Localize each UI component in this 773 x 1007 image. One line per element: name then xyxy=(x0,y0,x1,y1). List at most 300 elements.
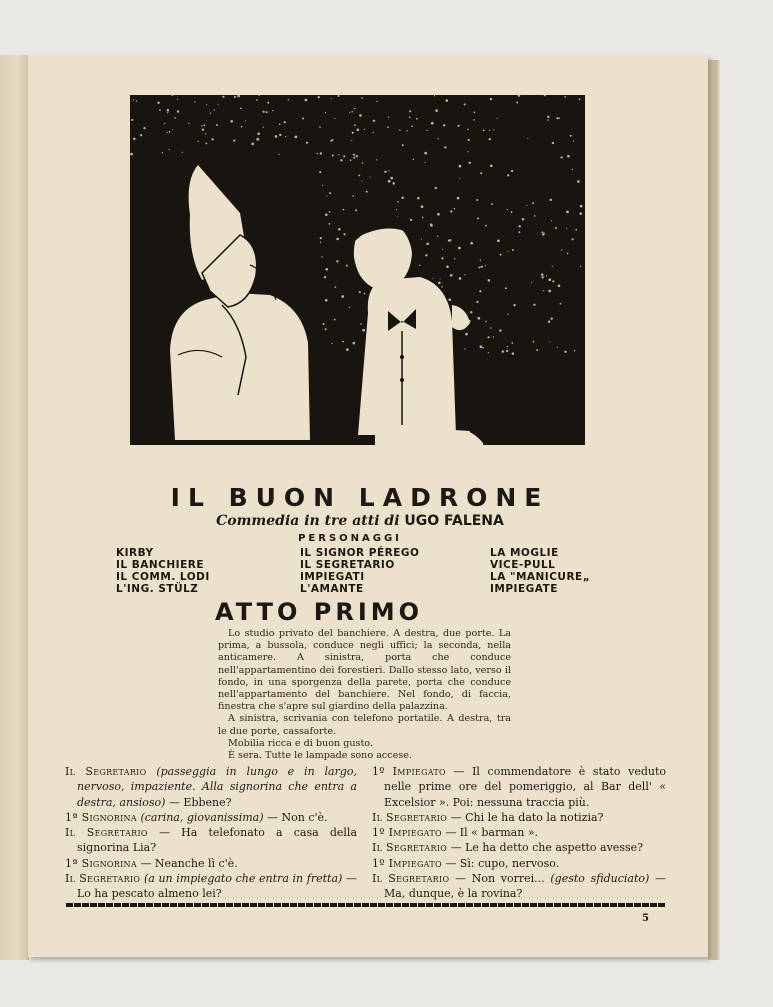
star xyxy=(416,118,418,120)
cast-member: L'AMANTE xyxy=(300,583,364,595)
line-text: — Il « barman ». xyxy=(445,826,539,840)
cast-heading: PERSONAGGI xyxy=(298,533,402,544)
star xyxy=(459,178,460,179)
line-text: — Lo ha pescato almeno lei? xyxy=(77,872,358,901)
author-name: UGO FALENA xyxy=(404,513,504,529)
star xyxy=(564,351,566,353)
stage-paragraph: Lo studio privato del banchiere. A destra, due porte. La prima, a bussola, conduce negli uffici; la seconda, nella anticamere. A sinistra, porta che conduce nell'appartamentino dei forestieri. Dallo stesso lato, verso il fondo, in una sporgenza della parete, porta che conduce nell'appartamento del banchiere. Nel fondo, di faccia, finestra che s'apre sul giardino della palazzina. xyxy=(218,628,511,713)
star xyxy=(421,239,422,240)
star xyxy=(237,95,240,97)
star xyxy=(356,155,358,157)
star xyxy=(326,195,327,196)
star xyxy=(341,295,344,298)
star xyxy=(133,99,134,100)
star xyxy=(384,171,386,173)
star xyxy=(502,350,504,352)
star xyxy=(358,174,360,176)
star xyxy=(454,208,455,209)
star xyxy=(390,177,393,180)
star xyxy=(388,116,389,117)
star xyxy=(338,95,340,97)
stage-direction: (carina, giovanissima) xyxy=(140,810,264,824)
star xyxy=(480,345,483,348)
star xyxy=(279,134,281,136)
star xyxy=(346,348,349,351)
star xyxy=(558,284,561,287)
stage-direction: (a un impiegato che entra in fretta) xyxy=(143,872,343,886)
star xyxy=(258,95,260,96)
star xyxy=(388,180,391,183)
star xyxy=(556,117,558,119)
star xyxy=(218,104,219,105)
cast-member: KIRBY xyxy=(116,547,154,559)
star xyxy=(256,138,259,141)
star xyxy=(544,95,546,96)
star xyxy=(202,128,204,130)
star xyxy=(468,162,470,164)
star xyxy=(505,287,507,289)
star xyxy=(413,159,414,160)
star xyxy=(323,323,325,325)
star xyxy=(169,149,170,150)
star xyxy=(464,103,466,105)
speaker: 1ª Signorina xyxy=(65,856,137,870)
star xyxy=(446,99,449,102)
star xyxy=(130,153,133,156)
star xyxy=(580,266,581,267)
star xyxy=(325,268,328,271)
star xyxy=(288,99,289,100)
star xyxy=(136,100,137,101)
star xyxy=(542,276,544,278)
star xyxy=(325,328,327,330)
act-title: ATTO PRIMO xyxy=(215,598,424,626)
star xyxy=(468,139,470,141)
star xyxy=(558,117,560,119)
star xyxy=(334,319,336,321)
star xyxy=(511,342,513,344)
star xyxy=(534,215,536,217)
star xyxy=(275,135,278,138)
woodcut-couple-illustration xyxy=(130,95,585,445)
star xyxy=(567,253,569,255)
star xyxy=(240,107,242,109)
star xyxy=(320,152,322,154)
star xyxy=(351,111,353,113)
star xyxy=(284,121,286,123)
speaker: 1ª Signorina xyxy=(65,810,137,824)
star xyxy=(450,274,453,277)
star xyxy=(177,110,179,112)
star xyxy=(480,172,482,174)
play-subtitle xyxy=(120,513,600,529)
star xyxy=(513,304,515,306)
star xyxy=(467,151,468,152)
star xyxy=(480,260,481,261)
star xyxy=(561,249,562,250)
star xyxy=(222,96,224,98)
star xyxy=(205,142,207,144)
cast-member: VICE-PULL xyxy=(490,559,556,571)
star xyxy=(321,256,322,257)
stage-directions xyxy=(218,628,511,762)
star xyxy=(441,257,443,259)
star xyxy=(305,99,308,102)
star xyxy=(500,254,502,256)
star xyxy=(343,233,345,235)
star xyxy=(214,109,215,110)
stage-direction: (gesto sfiduciato) xyxy=(550,872,650,886)
star xyxy=(512,249,514,251)
star xyxy=(376,159,377,160)
dialogue-column-right xyxy=(372,764,666,902)
stage-direction: (passeggia in lungo e in largo, nervoso, impaziente. Alla signorina che entra a destra, ansioso) xyxy=(77,765,357,809)
star xyxy=(478,267,480,269)
star xyxy=(541,231,543,233)
star xyxy=(518,231,520,233)
star xyxy=(485,265,486,266)
star xyxy=(489,138,491,140)
star xyxy=(572,238,574,240)
star xyxy=(342,341,344,343)
cast-member: IL SEGRETARIO xyxy=(300,559,395,571)
star xyxy=(336,260,338,262)
star xyxy=(263,126,264,127)
star xyxy=(464,274,465,275)
line-text: — Non vorrei... xyxy=(455,872,545,886)
star xyxy=(454,258,455,259)
star xyxy=(579,212,582,215)
star xyxy=(354,124,356,126)
cast-member: IL BANCHIERE xyxy=(116,559,205,571)
star xyxy=(542,233,545,236)
star xyxy=(361,97,363,99)
star xyxy=(443,124,445,126)
cast-member: LA MOGLIE xyxy=(490,547,559,559)
star xyxy=(437,213,440,216)
star xyxy=(448,298,451,301)
star xyxy=(458,247,461,250)
star xyxy=(397,201,399,203)
star xyxy=(266,111,268,113)
star xyxy=(171,95,173,96)
stage-paragraph: Mobilia ricca e di buon gusto. xyxy=(228,737,373,749)
star xyxy=(354,108,356,110)
star xyxy=(543,290,544,291)
star xyxy=(233,139,235,141)
dialogue-line xyxy=(372,840,666,855)
star xyxy=(431,225,433,227)
star xyxy=(338,228,341,231)
star xyxy=(393,182,396,185)
star xyxy=(438,281,441,284)
star xyxy=(464,348,465,349)
star xyxy=(579,98,581,100)
star xyxy=(373,132,374,133)
star xyxy=(518,225,520,227)
line-text: — Neanche lì c'è. xyxy=(140,856,238,870)
star xyxy=(432,278,433,279)
star xyxy=(511,170,513,172)
star xyxy=(319,126,321,128)
star xyxy=(489,130,490,131)
star xyxy=(457,197,460,200)
star xyxy=(352,195,354,197)
star xyxy=(575,229,577,231)
star xyxy=(169,131,171,133)
star xyxy=(329,211,331,213)
star xyxy=(431,122,434,125)
star xyxy=(318,96,320,98)
dialogue-line xyxy=(65,764,357,810)
star xyxy=(551,220,552,221)
star xyxy=(488,336,490,338)
star xyxy=(329,192,331,194)
star xyxy=(488,352,489,353)
star xyxy=(450,210,452,212)
star xyxy=(256,99,258,101)
star xyxy=(316,153,318,155)
star xyxy=(552,142,554,144)
star xyxy=(566,228,567,229)
star xyxy=(409,110,411,112)
star xyxy=(230,120,233,123)
star xyxy=(422,216,424,218)
star xyxy=(507,314,508,315)
cast-column-1 xyxy=(116,547,210,595)
star xyxy=(340,159,342,161)
star xyxy=(387,126,389,128)
star xyxy=(188,123,189,124)
star xyxy=(234,96,236,98)
star xyxy=(257,132,260,135)
star xyxy=(419,265,420,266)
book-spine xyxy=(0,55,29,960)
star xyxy=(566,211,569,214)
cast-member: LA "MANICURE„ xyxy=(490,571,591,583)
cast-member: IL SIGNOR PÉREGO xyxy=(300,547,420,559)
star xyxy=(536,349,538,351)
star xyxy=(322,185,323,186)
star xyxy=(332,155,334,157)
star xyxy=(577,180,580,183)
star xyxy=(359,114,362,117)
star xyxy=(506,350,508,352)
star xyxy=(444,146,446,148)
star xyxy=(182,152,183,153)
star xyxy=(335,286,337,288)
star xyxy=(330,140,332,142)
star xyxy=(560,303,562,305)
star xyxy=(320,242,321,243)
star xyxy=(424,152,427,155)
star xyxy=(533,304,535,306)
cast-member: L'ING. STÜLZ xyxy=(116,583,199,595)
star xyxy=(507,174,509,176)
star xyxy=(547,116,549,118)
star xyxy=(426,242,429,245)
star xyxy=(325,213,328,216)
star xyxy=(570,135,572,137)
star xyxy=(507,251,508,252)
star xyxy=(552,266,553,267)
star xyxy=(473,119,475,121)
line-text: — Il commendatore è stato veduto nelle prime ore del pomeriggio, al Bar dell' « Excelsior ». Poi: nessuna traccia più. xyxy=(384,765,667,809)
star xyxy=(555,227,557,229)
speaker: Il Segretario xyxy=(372,810,448,824)
speaker: 1º Impiegato xyxy=(372,765,446,778)
star xyxy=(140,134,142,136)
dialogue-line xyxy=(65,871,357,902)
star xyxy=(499,329,501,331)
star xyxy=(546,275,547,276)
star xyxy=(206,104,207,105)
play-title: IL BUON LADRONE xyxy=(170,483,550,512)
dialogue-column-left xyxy=(65,764,357,902)
star xyxy=(343,209,345,211)
star xyxy=(496,118,497,119)
star xyxy=(459,165,462,168)
star xyxy=(167,112,168,113)
cast-member: IMPIEGATI xyxy=(300,571,365,583)
star xyxy=(477,218,479,220)
star xyxy=(561,156,563,158)
star xyxy=(548,278,551,281)
star xyxy=(511,211,513,213)
star xyxy=(131,119,133,121)
star xyxy=(533,341,535,343)
speaker: Il Segretario xyxy=(65,826,148,840)
star xyxy=(435,187,437,189)
star xyxy=(279,124,281,126)
star xyxy=(370,176,371,177)
star xyxy=(302,118,304,120)
star xyxy=(552,280,554,282)
star xyxy=(550,199,552,201)
star xyxy=(474,111,476,113)
star xyxy=(361,180,362,181)
star xyxy=(396,209,397,210)
star xyxy=(551,318,553,320)
star xyxy=(572,169,573,170)
star xyxy=(399,129,400,130)
line-text: — Chi le ha dato la notizia? xyxy=(450,810,604,824)
star xyxy=(458,125,460,127)
star xyxy=(167,132,168,133)
star xyxy=(532,202,534,204)
star xyxy=(410,219,412,221)
star xyxy=(216,124,218,126)
star xyxy=(470,311,472,313)
star xyxy=(470,242,473,245)
star xyxy=(490,164,493,167)
star xyxy=(401,197,404,200)
dialogue-line xyxy=(372,764,666,810)
star xyxy=(434,95,435,96)
star xyxy=(204,124,206,126)
star xyxy=(548,290,551,293)
star xyxy=(479,290,481,292)
star xyxy=(306,142,308,144)
star xyxy=(557,347,558,348)
star xyxy=(402,144,404,146)
star xyxy=(338,154,339,155)
speaker: Il Segretario xyxy=(65,872,141,886)
speaker: Il Segretario xyxy=(65,765,147,778)
line-text: — Ha telefonato a casa della signorina Lia? xyxy=(77,826,357,855)
star xyxy=(279,154,280,155)
speaker: 1º Impiegato xyxy=(372,826,442,840)
star xyxy=(425,254,427,256)
star xyxy=(476,301,478,303)
star xyxy=(527,138,528,139)
star xyxy=(197,141,198,142)
star xyxy=(493,336,494,337)
star xyxy=(285,136,286,137)
star xyxy=(522,218,524,220)
star xyxy=(349,112,350,113)
star xyxy=(143,127,145,129)
cast-column-2 xyxy=(300,547,419,595)
dialogue-line xyxy=(372,825,666,840)
star xyxy=(241,126,243,128)
star xyxy=(425,162,426,163)
star xyxy=(448,239,450,241)
star xyxy=(319,171,321,173)
star xyxy=(526,205,527,206)
page-number: 5 xyxy=(642,913,649,924)
star xyxy=(336,238,339,241)
page-edge xyxy=(708,60,720,960)
star xyxy=(516,102,518,104)
star xyxy=(376,101,377,102)
star xyxy=(507,209,508,210)
star xyxy=(201,125,202,126)
star xyxy=(465,333,468,336)
star xyxy=(133,138,136,141)
star xyxy=(364,293,366,295)
star xyxy=(353,157,355,159)
star xyxy=(362,162,363,163)
star xyxy=(567,155,570,158)
star xyxy=(411,125,413,127)
dialogue-line xyxy=(65,856,357,871)
cast-column-3 xyxy=(490,547,590,595)
star xyxy=(267,102,269,104)
star xyxy=(490,98,492,100)
star xyxy=(549,342,550,343)
star xyxy=(177,98,178,99)
line-text: — Ma, dunque, è la rovina? xyxy=(384,872,667,901)
stage-paragraph: È sera. Tutte le lampade sono accese. xyxy=(228,750,412,762)
star xyxy=(421,205,424,208)
star xyxy=(331,98,332,99)
star xyxy=(251,143,254,146)
star xyxy=(574,350,575,351)
star xyxy=(211,138,213,140)
star xyxy=(325,112,326,113)
star xyxy=(548,119,549,120)
star xyxy=(426,130,427,131)
star xyxy=(353,342,356,345)
star xyxy=(531,282,532,283)
star xyxy=(357,129,360,132)
star xyxy=(334,118,335,119)
star xyxy=(349,307,350,308)
star xyxy=(362,329,365,332)
star xyxy=(329,223,331,225)
star xyxy=(164,123,165,124)
